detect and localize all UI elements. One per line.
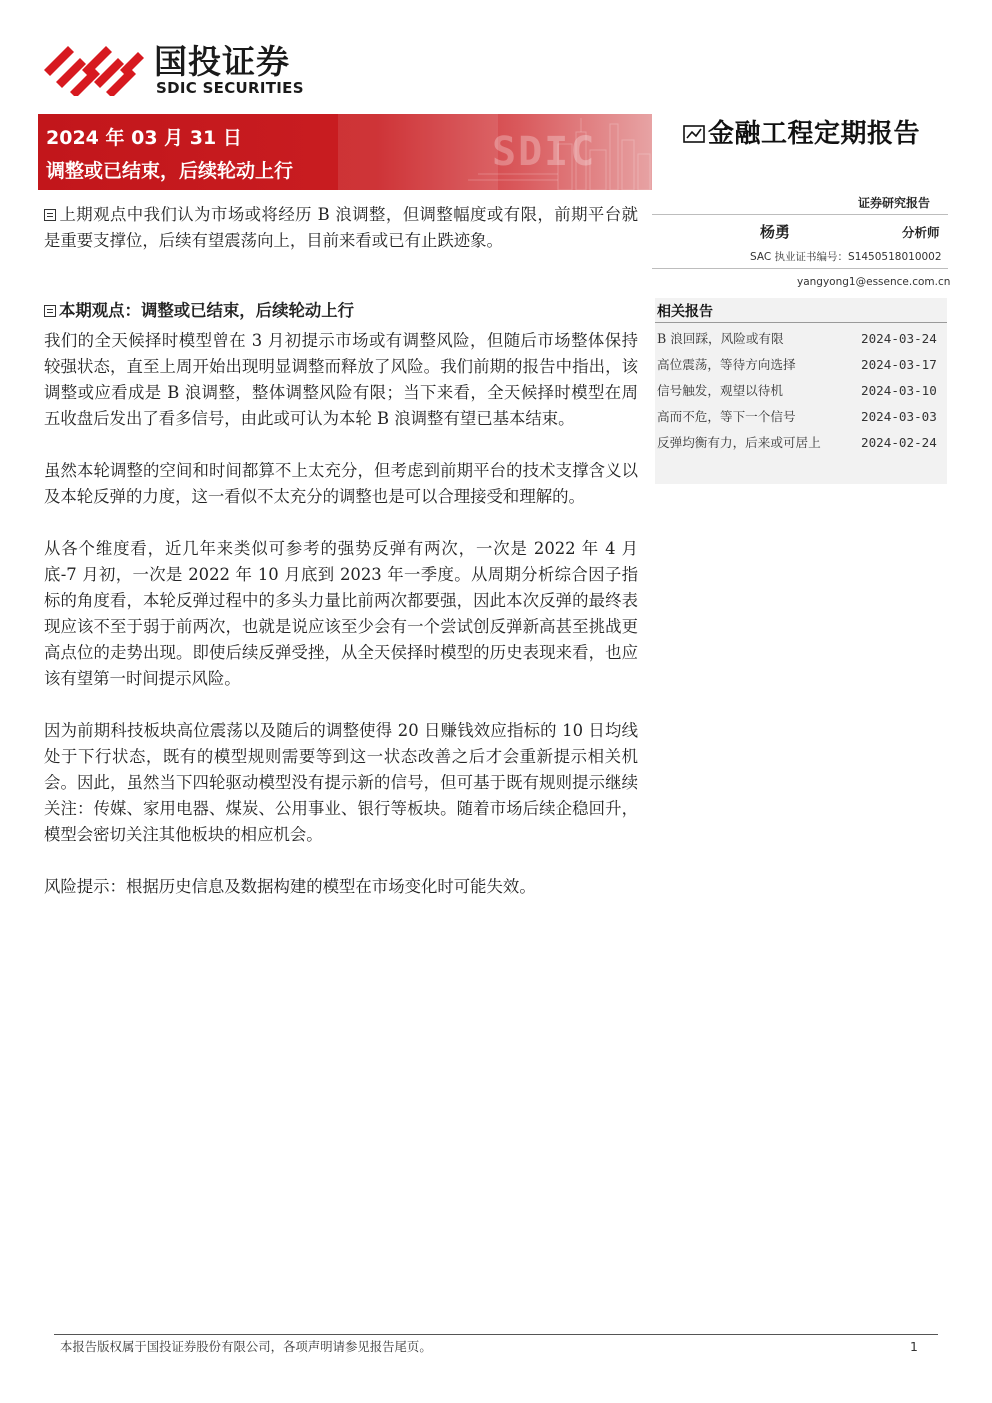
- related-report-name[interactable]: B 浪回踩，风险或有限: [657, 331, 784, 346]
- main-content: [44, 202, 638, 900]
- cert-label: SAC 执业证书编号：: [750, 251, 849, 263]
- related-report-name[interactable]: 高位震荡，等待方向选择: [657, 357, 796, 372]
- related-report-date: 2024-03-03: [861, 409, 937, 424]
- list-item[interactable]: [655, 430, 947, 482]
- list-item[interactable]: [655, 326, 947, 352]
- brand-name-en: SDIC SECURITIES: [156, 79, 304, 97]
- banner-watermark: SDIC: [492, 129, 597, 175]
- body-paragraph: 虽然本轮调整的空间和时间都算不上太充分，但考虑到前期平台的技术支撑含义以及本轮反弹的力度，这一看似不太充分的调整也是可以合理接受和理解的。: [44, 461, 638, 506]
- note-box-icon: [44, 209, 56, 221]
- body-paragraph: 我们的全天候择时模型曾在 3 月初提示市场或有调整风险，但随后市场整体保持较强状态，直至上周开始出现明显调整而释放了风险。我们前期的报告中指出，该调整或应看成是 B 浪调整，整体调整风险有限；当下来看，全天候择时模型在周五收盘后发出了看多信号，由此或可认为本轮 B 浪调整有望已基本结束。: [44, 331, 638, 428]
- analyst-email[interactable]: yangyong1@essence.com.cn: [797, 276, 951, 288]
- cert-number: S1450518010002: [848, 251, 942, 263]
- related-report-name[interactable]: 反弹均衡有力，后来或可居上: [657, 435, 821, 450]
- body-paragraph: 从各个维度看，近几年来类似可参考的强势反弹有两次，一次是 2022 年 4 月底-7 月初，一次是 2022 年 10 月底到 2023 年一季度。从周期分析综合因子指标的角度看，本轮反弹过程中的多头力量比前两次都要强，因此本次反弹的最终表现应该不至于弱于前两次，也就是说应该至少会有一个尝试创反弹新高甚至挑战更高点位的走势出现。即使后续反弹受挫，从全天侯择时模型的历史表现来看，也应该有望第一时间提示风险。: [44, 539, 638, 688]
- report-category: 证券研究报告: [858, 196, 931, 210]
- analyst-role: 分析师: [902, 225, 940, 240]
- report-date: 2024 年 03 月 31 日: [46, 127, 242, 149]
- related-report-date: 2024-03-17: [861, 357, 937, 372]
- title-banner: [38, 114, 652, 190]
- analyst-name: 杨勇: [760, 223, 791, 241]
- analyst-cert: [750, 249, 942, 264]
- risk-warning: 风险提示：根据历史信息及数据构建的模型在市场变化时可能失效。: [44, 877, 536, 896]
- list-item[interactable]: [655, 378, 947, 404]
- related-report-name[interactable]: 高而不危，等下一个信号: [657, 409, 796, 424]
- divider: [655, 322, 947, 323]
- section-heading-text: 本期观点：调整或已结束，后续轮动上行: [59, 301, 355, 320]
- brand-logo: [42, 40, 322, 100]
- footer-divider: [54, 1334, 938, 1335]
- divider: [652, 268, 948, 269]
- body-paragraph: 因为前期科技板块高位震荡以及随后的调整使得 20 日赚钱效应指标的 10 日均线处于下行状态，既有的模型规则需要等到这一状态改善之后才会重新提示相关机会。因此，虽然当下四轮驱动模型没有提示新的信号，但可基于既有规则提示继续关注：传媒、家用电器、煤炭、公用事业、银行等板块。随着市场后续企稳回升，模型会密切关注其他板块的相应机会。: [44, 721, 638, 844]
- sdic-logo-icon: [42, 44, 146, 96]
- section-heading: [44, 298, 638, 324]
- list-item[interactable]: [655, 404, 947, 430]
- report-title: 调整或已结束，后续轮动上行: [46, 160, 294, 182]
- summary-text: 上期观点中我们认为市场或将经历 B 浪调整，但调整幅度或有限，前期平台就是重要支撑位，后续有望震荡向上，目前来看或已有止跌迹象。: [44, 205, 638, 250]
- page-number: 1: [910, 1339, 918, 1354]
- footer-copyright: 本报告版权属于国投证券股份有限公司，各项声明请参见报告尾页。: [60, 1339, 432, 1354]
- related-report-date: 2024-03-24: [861, 331, 937, 346]
- related-report-date: 2024-02-24: [861, 435, 937, 450]
- summary-paragraph: [44, 202, 638, 254]
- related-reports-panel: [655, 298, 947, 484]
- line-chart-icon: [683, 125, 705, 143]
- related-reports-title: 相关报告: [657, 304, 713, 320]
- note-box-icon: [44, 305, 56, 317]
- report-type-label: 金融工程定期报告: [708, 119, 921, 149]
- divider: [652, 214, 948, 215]
- list-item[interactable]: [655, 352, 947, 378]
- related-report-name[interactable]: 信号触发，观望以待机: [657, 383, 783, 398]
- related-report-date: 2024-03-10: [861, 383, 937, 398]
- brand-name-cn: 国投证券: [154, 42, 290, 81]
- report-type-header: [683, 114, 920, 154]
